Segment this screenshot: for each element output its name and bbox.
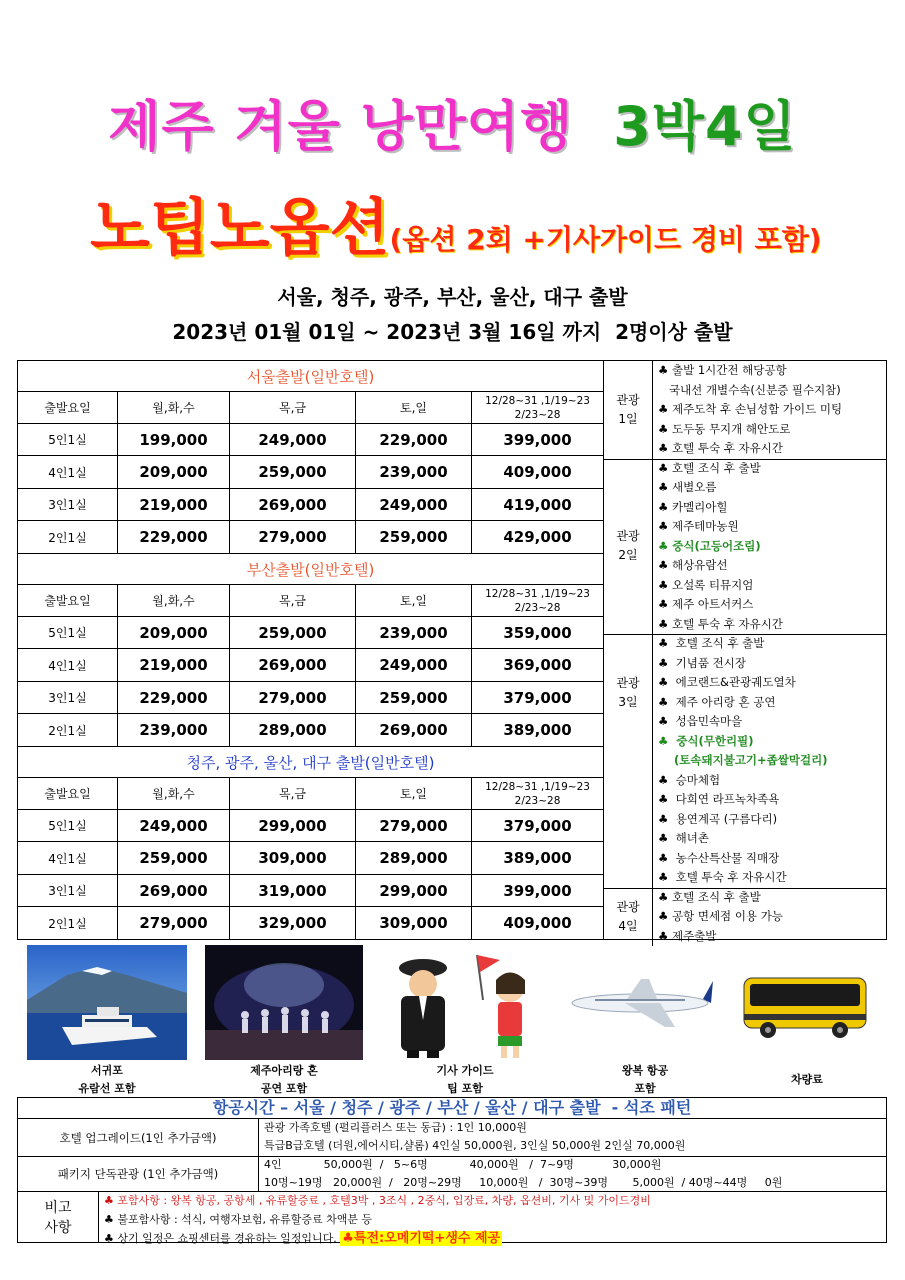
price-cell: 289,000 [356, 842, 472, 875]
price-cell: 229,000 [118, 521, 230, 554]
price-cell: 359,000 [472, 616, 604, 649]
notes-label: 비고 사항 [18, 1191, 99, 1242]
price-cell: 269,000 [118, 874, 230, 907]
room-type-cell: 5인1실 [18, 809, 118, 842]
column-header-peak: 12/28~31 ,1/19~23 2/23~28 [472, 778, 604, 809]
price-cell: 259,000 [356, 681, 472, 714]
price-cell: 269,000 [230, 649, 356, 682]
title-duration: 3박4일 [613, 95, 797, 158]
table-row [18, 456, 604, 489]
itinerary-item: ♣ 호텔 투숙 후 자유시간 [658, 441, 783, 455]
price-cell: 309,000 [230, 842, 356, 875]
departure-cities: 서울, 청주, 광주, 부산, 울산, 대구 출발 [277, 285, 628, 309]
price-cell: 209,000 [118, 616, 230, 649]
room-type-cell: 2인1실 [18, 714, 118, 747]
table-row [18, 907, 604, 940]
price-cell: 249,000 [356, 488, 472, 521]
price-cell: 279,000 [230, 681, 356, 714]
section-title: 서울출발(일반호텔) [18, 361, 604, 392]
price-cell: 219,000 [118, 649, 230, 682]
flight-schedule-header: 항공시간 – 서울 / 청주 / 광주 / 부산 / 울산 / 대구 출발 - 석조 패턴 [18, 1098, 886, 1119]
price-cell: 239,000 [118, 714, 230, 747]
table-row [18, 714, 604, 747]
price-cell: 429,000 [472, 521, 604, 554]
day-label: 관광 4일 [604, 888, 653, 947]
price-cell: 279,000 [230, 521, 356, 554]
price-cell: 299,000 [230, 809, 356, 842]
price-cell: 249,000 [356, 649, 472, 682]
itinerary-day-4 [604, 888, 886, 947]
price-cell: 399,000 [472, 874, 604, 907]
price-cell: 379,000 [472, 681, 604, 714]
notes-value [104, 1191, 651, 1248]
itinerary-item: ♣ 용연계곡 (구름다리) [658, 811, 778, 826]
ferry-caption: 서귀포 유람선 포함 [78, 1064, 136, 1095]
section-title-row [18, 553, 604, 584]
itinerary-item: ♣ 호텔 투숙 후 자유시간 [658, 870, 787, 884]
itinerary-item: ♣ 제주테마농원 [658, 519, 739, 533]
price-cell: 289,000 [230, 714, 356, 747]
itinerary-item: ♣ 호텔 조식 후 출발 [658, 636, 765, 650]
excluded-note: ♣ 불포함사항 : 석식, 여행자보험, 유류할증료 차액분 등 [104, 1213, 373, 1226]
room-type-cell: 3인1실 [18, 874, 118, 907]
price-cell: 269,000 [230, 488, 356, 521]
private-tour-value: 4인 50,000원 / 5~6명 40,000원 / 7~9명 30,000원 10명~19명 20,000원 / 20명~29명 10,000원 / 30명~39명 5,000원 / 40명~44명 0원 [264, 1158, 783, 1189]
ferry-photo [27, 945, 187, 1060]
day-label: 관광 3일 [604, 634, 653, 888]
itinerary-item: ♣ 제주 아트서커스 [658, 597, 754, 611]
table-row [18, 488, 604, 521]
price-cell: 389,000 [472, 842, 604, 875]
price-cell: 249,000 [118, 809, 230, 842]
itinerary-item: (토속돼지불고기+좁쌀막걸리) [658, 753, 828, 767]
itinerary-item: 국내선 개별수속(신분증 필수지참) [658, 382, 841, 397]
price-cell: 319,000 [230, 874, 356, 907]
price-cell: 369,000 [472, 649, 604, 682]
itinerary-item: ♣ 공항 면세점 이용 가능 [658, 909, 783, 923]
itinerary-item: ♣ 호텔 조식 후 출발 [658, 460, 761, 475]
private-tour-label: 패키지 단독관광 (1인 추가금액) [18, 1156, 259, 1191]
travel-period: 2023년 01월 01일 ~ 2023년 3월 16일 까지 2명이상 출발 [172, 320, 733, 344]
airfare-caption: 왕복 항공 포함 [621, 1064, 669, 1095]
column-header: 월,화,수 [118, 585, 230, 616]
airplane-illustration [565, 965, 715, 1040]
performance-caption: 제주아리랑 혼 공연 포함 [250, 1064, 318, 1095]
room-type-cell: 3인1실 [18, 681, 118, 714]
column-header: 토,일 [356, 778, 472, 809]
itinerary-item: ♣ 성읍민속마을 [658, 714, 743, 728]
title-winter-trip: 제주 겨울 낭만여행 [108, 95, 574, 158]
price-cell: 329,000 [230, 907, 356, 940]
column-header: 목,금 [230, 778, 356, 809]
table-row [18, 423, 604, 456]
guide-caption: 기사 가이드 팁 포함 [436, 1064, 494, 1095]
room-type-cell: 4인1실 [18, 842, 118, 875]
day-label: 관광 2일 [604, 459, 653, 635]
column-header: 출발요일 [18, 392, 118, 423]
price-cell: 389,000 [472, 714, 604, 747]
column-header: 토,일 [356, 585, 472, 616]
price-cell: 209,000 [118, 456, 230, 489]
price-cell: 259,000 [118, 842, 230, 875]
bus-illustration [740, 970, 870, 1042]
table-row [18, 649, 604, 682]
room-type-cell: 3인1실 [18, 488, 118, 521]
subtitle [90, 178, 822, 267]
column-header: 출발요일 [18, 585, 118, 616]
info-box [17, 1097, 887, 1246]
special-offer: ♣특전:오메기떡+생수 제공 [342, 1231, 501, 1246]
price-cell: 279,000 [356, 809, 472, 842]
price-cell: 409,000 [472, 456, 604, 489]
bus-caption: 차량료 [791, 1073, 823, 1086]
table-row [18, 874, 604, 907]
column-header-row [18, 778, 604, 809]
table-row [18, 842, 604, 875]
section-title: 청주, 광주, 울산, 대구 출발(일반호텔) [18, 746, 604, 777]
price-cell: 229,000 [118, 681, 230, 714]
main-title [0, 84, 905, 161]
itinerary-item: ♣ 중식(고등어조림) [658, 538, 761, 553]
shopping-note: ♣ 상기 일정은 쇼핑센터를 경유하는 일정입니다. ♣특전:오메기떡+생수 제공 [104, 1231, 501, 1246]
column-header-peak: 12/28~31 ,1/19~23 2/23~28 [472, 392, 604, 423]
itinerary-item: ♣ 제주출발 [658, 928, 717, 943]
itinerary-item: ♣ 호텔 조식 후 출발 [658, 889, 761, 904]
price-cell: 399,000 [472, 423, 604, 456]
price-cell: 259,000 [356, 521, 472, 554]
itinerary-item: ♣ 카멜리아힐 [658, 499, 728, 514]
room-type-cell: 2인1실 [18, 521, 118, 554]
price-cell: 259,000 [230, 456, 356, 489]
itinerary-item: ♣ 에코랜드&관광궤도열차 [658, 675, 796, 689]
section-title: 부산출발(일반호텔) [18, 553, 604, 584]
price-cell: 219,000 [118, 488, 230, 521]
itinerary-item: ♣ 호텔 투숙 후 자유시간 [658, 616, 783, 631]
itinerary-item: ♣ 농수산특산물 직매장 [658, 850, 780, 865]
section-title-row [18, 361, 604, 392]
itinerary-item: ♣ 제주 아리랑 혼 공연 [658, 694, 776, 709]
price-cell: 199,000 [118, 423, 230, 456]
price-cell: 299,000 [356, 874, 472, 907]
price-table [17, 360, 604, 940]
price-cell: 229,000 [356, 423, 472, 456]
itinerary-item: ♣ 새별오름 [658, 480, 717, 494]
column-header: 목,금 [230, 585, 356, 616]
price-cell: 279,000 [118, 907, 230, 940]
itinerary-item: ♣ 해녀촌 [658, 831, 709, 845]
performance-photo [205, 945, 363, 1060]
column-header-row [18, 392, 604, 423]
hotel-upgrade-value: 관광 가족호텔 (펄리플러스 또는 동급) : 1인 10,000원 특급B급호텔 (더원,에어시티,샬롬) 4인실 50,000원, 3인실 50,000원 2인실 70,000원 [264, 1121, 686, 1152]
price-cell: 409,000 [472, 907, 604, 940]
price-cell: 239,000 [356, 616, 472, 649]
table-row [18, 616, 604, 649]
itinerary-panel [603, 360, 887, 943]
column-header: 토,일 [356, 392, 472, 423]
hotel-upgrade-label: 호텔 업그레이드(1인 추가금액) [18, 1119, 259, 1156]
private-tour-row [18, 1156, 886, 1192]
column-header: 월,화,수 [118, 392, 230, 423]
price-cell: 309,000 [356, 907, 472, 940]
price-cell: 239,000 [356, 456, 472, 489]
itinerary-item: ♣ 출발 1시간전 해당공항 [658, 363, 787, 377]
column-header-peak: 12/28~31 ,1/19~23 2/23~28 [472, 585, 604, 616]
column-header-row [18, 585, 604, 616]
itinerary-item: ♣ 도두동 무지개 해안도로 [658, 421, 791, 436]
column-header: 목,금 [230, 392, 356, 423]
no-tip-no-option: 노팁노옵션 [90, 191, 390, 264]
table-row [18, 809, 604, 842]
price-cell: 379,000 [472, 809, 604, 842]
itinerary-item: ♣ 다희연 라프녹차족욕 [658, 792, 780, 806]
section-title-row [18, 746, 604, 777]
hotel-upgrade-row [18, 1119, 886, 1157]
room-type-cell: 5인1실 [18, 423, 118, 456]
column-header: 출발요일 [18, 778, 118, 809]
itinerary-item: ♣ 승마체험 [658, 772, 721, 787]
itinerary-day-1 [604, 361, 886, 460]
itinerary-item: ♣ 오설록 티뮤지엄 [658, 577, 754, 592]
itinerary-item: ♣ 해상유람선 [658, 558, 728, 572]
itinerary-item: ♣ 중식(무한리필) [658, 733, 754, 748]
price-cell: 259,000 [230, 616, 356, 649]
itinerary-day-3 [604, 634, 886, 889]
table-row [18, 521, 604, 554]
price-cell: 269,000 [356, 714, 472, 747]
itinerary-day-2 [604, 459, 886, 636]
itinerary-item: ♣ 제주도착 후 손님성함 가이드 미팅 [658, 402, 843, 416]
itinerary-item: ♣ 기념품 전시장 [658, 655, 746, 670]
subtitle-note: (옵션 2회 +기사가이드 경비 포함) [389, 223, 822, 256]
driver-guide-illustration [385, 950, 545, 1062]
day-label: 관광 1일 [604, 361, 653, 459]
room-type-cell: 4인1실 [18, 649, 118, 682]
room-type-cell: 2인1실 [18, 907, 118, 940]
table-row [18, 681, 604, 714]
price-cell: 419,000 [472, 488, 604, 521]
room-type-cell: 4인1실 [18, 456, 118, 489]
room-type-cell: 5인1실 [18, 616, 118, 649]
column-header: 월,화,수 [118, 778, 230, 809]
price-cell: 249,000 [230, 423, 356, 456]
included-note: ♣ 포함사항 : 왕복 항공, 공항세 , 유류할증료 , 호텔3박 , 3조식 , 2중식, 입장료, 차량, 옵션비, 기사 및 가이드경비 [104, 1194, 651, 1207]
notes-row [18, 1191, 886, 1246]
